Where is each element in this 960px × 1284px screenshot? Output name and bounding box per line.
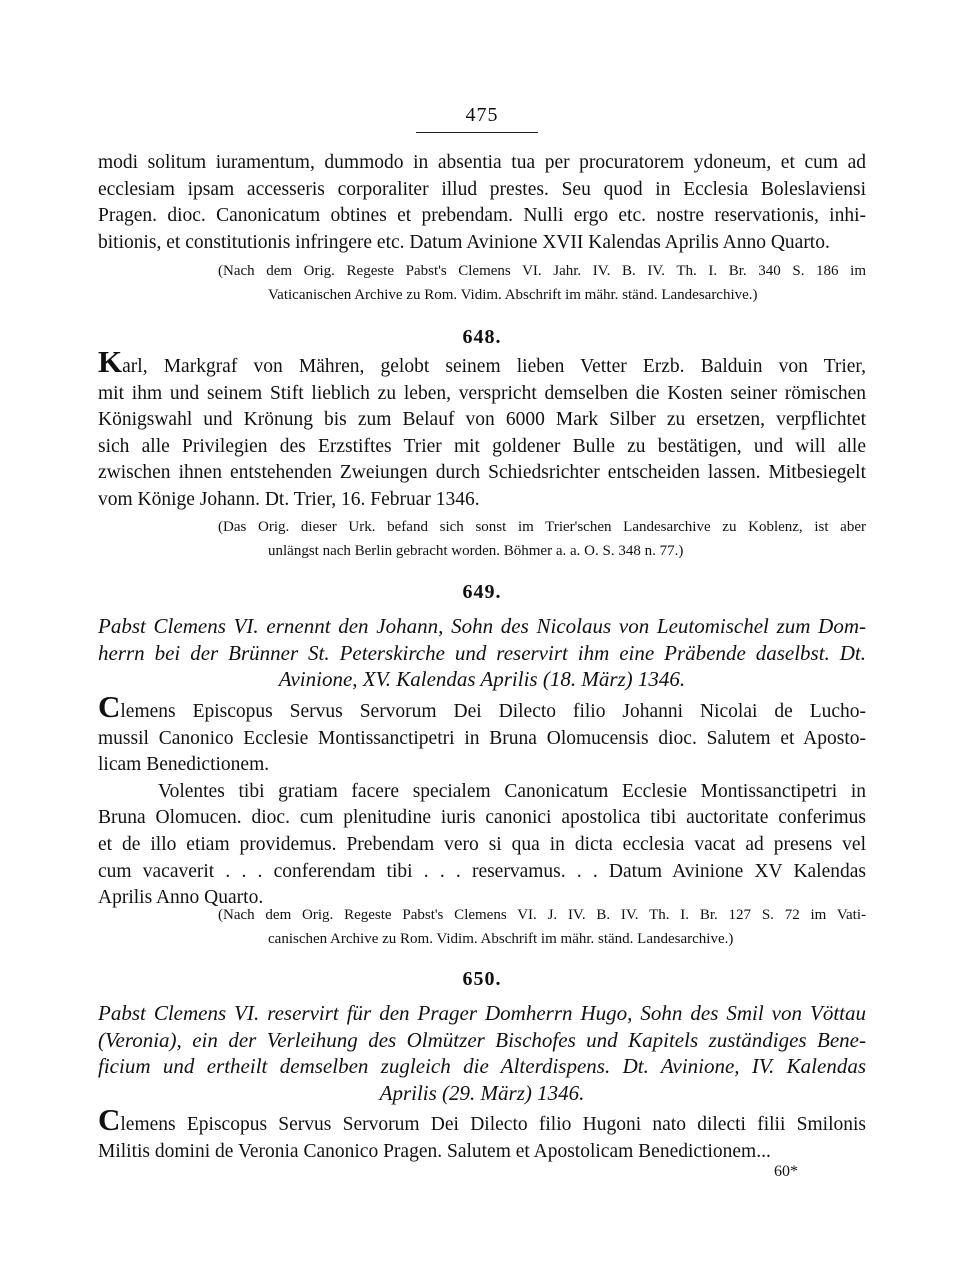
drop-cap: K: [98, 352, 123, 379]
text-line: mit ihm und seinem Stift lieblich zu leben, verspricht demselben die Kosten seiner römischen: [98, 382, 866, 404]
document-number: 648.: [462, 326, 502, 348]
document-heading: [98, 613, 866, 693]
source-note: [98, 515, 866, 563]
source-note: [98, 903, 866, 951]
source-note: [98, 259, 866, 307]
text-line: mussil Canonico Ecclesie Montissanctipetri in Bruna Olomucensis dioc. Salutem et Aposto-: [98, 727, 866, 749]
text-line: modi solitum iuramentum, dummodo in absentia tua per procuratorem ydoneum, et cum ad: [98, 152, 866, 173]
text-line-rest: arl, Markgraf von Mähren, gelobt seinem lieben Vetter Erzb. Balduin von Trier,: [122, 356, 866, 377]
heading-line: Aprilis (29. März) 1346.: [379, 1080, 585, 1105]
text-line: [98, 352, 866, 381]
note-line: canischen Archive zu Rom. Vidim. Abschrift im mähr. ständ. Landesarchive.): [268, 931, 734, 947]
page-number-rule: [416, 132, 538, 133]
document-body: [98, 1110, 866, 1165]
text-line-rest: lemens Episcopus Servus Servorum Dei Dilecto filio Hugoni nato dilecti filii Smilonis: [120, 1114, 866, 1135]
heading-line: ficium und ertheilt demselben zugleich die Alterdispens. Dt. Avinione, IV. Kalendas: [98, 1054, 866, 1078]
drop-cap: C: [98, 697, 121, 724]
signature-mark: 60*: [774, 1163, 798, 1180]
note-line: unlängst nach Berlin gebracht worden. Böhmer a. a. O. S. 348 n. 77.): [268, 543, 684, 559]
heading-line: Avinione, XV. Kalendas Aprilis (18. März) 1346.: [278, 667, 686, 691]
note-line: Vaticanischen Archive zu Rom. Vidim. Abschrift im mähr. ständ. Landesarchive.): [268, 287, 758, 303]
text-line: [98, 697, 866, 726]
text-line: licam Benedictionem.: [98, 754, 270, 776]
text-line: Volentes tibi gratiam facere specialem Canonicatum Ecclesie Montissanctipetri in: [158, 780, 866, 802]
heading-line: Pabst Clemens VI. ernennt den Johann, Sohn des Nicolaus von Leutomischel zum Dom-: [98, 614, 866, 638]
continuation-paragraph: [98, 150, 866, 256]
note-line: (Nach dem Orig. Regeste Pabst's Clemens VI. Jahr. IV. B. IV. Th. I. Br. 340 S. 186 im: [218, 263, 866, 279]
page-number: 475: [465, 104, 499, 126]
text-line: [98, 1110, 866, 1139]
text-line: Aprilis Anno Quarto.: [98, 887, 264, 909]
document-summary: [98, 352, 866, 514]
text-line: ecclesiam ipsam accesseris corporaliter illud prestes. Seu quod in Ecclesia Boleslaviensi: [98, 178, 866, 200]
text-line: cum vacaverit . . . conferendam tibi . . . reservamus. . . Datum Avinione XV Kalendas: [98, 860, 866, 882]
text-line: Militis domini de Veronia Canonico Pragen. Salutem et Apostolicam Benedictionem...: [98, 1140, 771, 1162]
document-body: [98, 697, 866, 912]
document-number: 649.: [462, 581, 502, 603]
document-heading: [98, 1000, 866, 1106]
text-line-rest: lemens Episcopus Servus Servorum Dei Dilecto filio Johanni Nicolai de Lucho-: [120, 701, 866, 722]
document-number: 650.: [462, 968, 502, 990]
text-line: bitionis, et constitutionis infringere etc. Datum Avinione XVII Kalendas Aprilis Anno Quarto.: [98, 231, 830, 253]
heading-line: (Veronia), ein der Verleihung des Olmützer Bischofes und Kapitels zuständiges Bene-: [98, 1027, 866, 1052]
heading-line: Pabst Clemens VI. reservirt für den Prager Domherrn Hugo, Sohn des Smil von Vöttau: [98, 1001, 866, 1025]
text-line: Bruna Olomucen. dioc. cum plenitudine iuris canonici apostolica tibi auctoritate conferimus: [98, 807, 866, 829]
note-line: (Das Orig. dieser Urk. befand sich sonst im Trier'schen Landesarchive zu Koblenz, ist aber: [218, 519, 866, 535]
text-line: vom Könige Johann. Dt. Trier, 16. Februar 1346.: [98, 488, 480, 510]
text-line: sich alle Privilegien des Erzstiftes Trier mit goldener Bulle zu bestätigen, und will alle: [98, 435, 866, 457]
text-line: zwischen ihnen entstehenden Zweiungen durch Schiedsrichter entscheiden lassen. Mitbesiegelt: [98, 462, 866, 484]
text-line: Königswahl und Krönung bis zum Belauf von 6000 Mark Silber zu ersetzen, verpflichtet: [98, 409, 866, 431]
text-line: Pragen. dioc. Canonicatum obtines et prebendam. Nulli ergo etc. nostre reservationis, inhi-: [98, 205, 866, 227]
note-line: (Nach dem Orig. Regeste Pabst's Clemens VI. J. IV. B. IV. Th. I. Br. 127 S. 72 im Vati-: [218, 907, 866, 923]
drop-cap: C: [98, 1110, 121, 1137]
heading-line: herrn bei der Brünner St. Peterskirche und reservirt ihm eine Präbende daselbst. Dt.: [98, 640, 866, 665]
text-line: et de illo etiam providemus. Prebendam vero si qua in dicta ecclesia vacat ad presens vel: [98, 833, 866, 855]
